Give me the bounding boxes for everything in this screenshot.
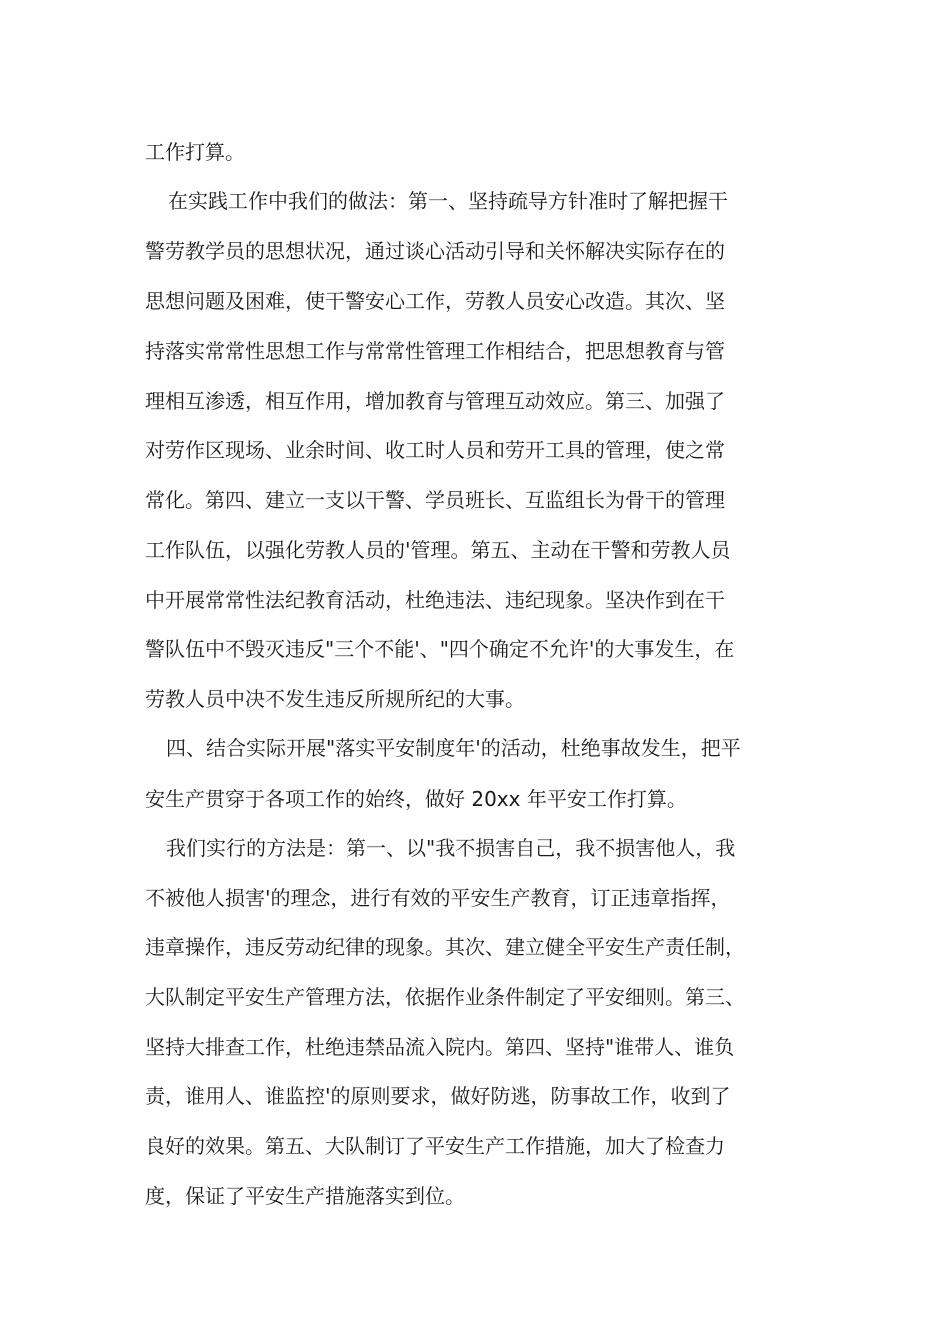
text-line: 对劳作区现场、业余时间、收工时人员和劳开工具的管理，使之常 — [145, 438, 725, 462]
text-line: 不被他人损害'的理念，进行有效的平安生产教育，订正违章指挥， — [145, 886, 731, 910]
text-line: 安生产贯穿于各项工作的始终，做好 20xx 年平安工作打算。 — [145, 787, 687, 811]
text-line: 理相互渗透，相互作用，增加教育与管理互动效应。第三、加强了 — [145, 389, 725, 413]
text-line: 劳教人员中决不发生违反所规所纪的大事。 — [145, 687, 525, 711]
text-line: 违章操作，违反劳动纪律的现象。其次、建立健全平安生产责任制， — [145, 935, 745, 959]
text-line: 工作队伍，以强化劳教人员的'管理。第五、主动在干警和劳教人员 — [145, 538, 731, 562]
text-line: 持落实常常性思想工作与常常性管理工作相结合，把思想教育与管 — [145, 339, 725, 363]
text-line: 度，保证了平安生产措施落实到位。 — [145, 1184, 465, 1208]
text-line: 责，谁用人、谁监控'的原则要求，做好防逃，防事故工作，收到了 — [145, 1084, 731, 1108]
text-line: 工作打算。 — [145, 140, 245, 164]
text-line: 警队伍中不毁灭违反"三个不能'、"四个确定不允许'的大事发生，在 — [145, 637, 735, 661]
text-line: 警劳教学员的思想状况，通过谈心活动引导和关怀解决实际存在的 — [145, 239, 725, 263]
text-line: 我们实行的方法是：第一、以"我不损害自己，我不损害他人，我 — [166, 836, 736, 860]
text-line: 在实践工作中我们的做法：第一、坚持疏导方针准时了解把握干 — [168, 189, 728, 213]
text-line: 常化。第四、建立一支以干警、学员班长、互监组长为骨干的管理 — [145, 488, 725, 512]
text-line: 大队制定平安生产管理方法，依据作业条件制定了平安细则。第三、 — [145, 985, 745, 1009]
text-line: 坚持大排查工作，杜绝违禁品流入院内。第四、坚持"谁带人、谁负 — [145, 1035, 735, 1059]
text-line: 中开展常常性法纪教育活动，杜绝违法、违纪现象。坚决作到在干 — [145, 588, 725, 612]
text-line: 四、结合实际开展"落实平安制度年'的活动，杜绝事故发生，把平 — [166, 736, 741, 760]
text-line: 思想问题及困难，使干警安心工作，劳教人员安心改造。其次、坚 — [145, 289, 725, 313]
text-line: 良好的效果。第五、大队制订了平安生产工作措施，加大了检查力 — [145, 1134, 725, 1158]
